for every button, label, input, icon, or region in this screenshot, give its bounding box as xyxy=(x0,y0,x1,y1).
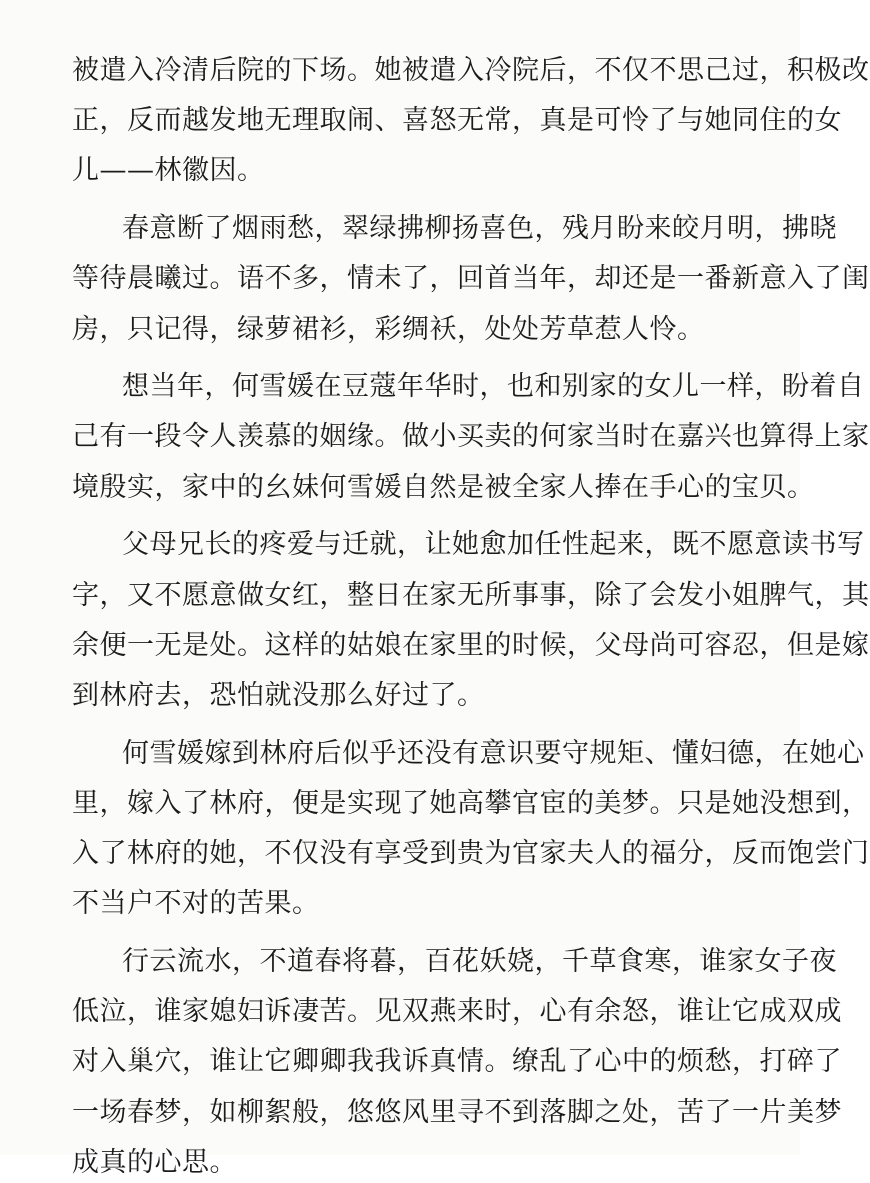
text-line: 低泣，谁家媳妇诉凄苦。见双燕来时，心有余怒，谁让它成双成 xyxy=(72,996,842,1027)
text-line: 春意断了烟雨愁，翠绿拂柳扬喜色，残月盼来皎月明，拂晓 xyxy=(122,213,837,244)
text-line: 等待晨曦过。语不多，情未了，回首当年，却还是一番新意入了闺 xyxy=(72,263,870,294)
text-line: 成真的心思。 xyxy=(72,1147,237,1178)
text-line: 想当年，何雪媛在豆蔻年华时，也和别家的女儿一样，盼着自 xyxy=(122,371,865,402)
text-line: 何雪媛嫁到林府后似乎还没有意识要守规矩、懂妇德，在她心 xyxy=(122,738,865,769)
text-line: 对入巢穴，谁让它卿卿我我诉真情。缭乱了心中的烦愁，打碎了 xyxy=(72,1046,842,1077)
text-line: 正，反而越发地无理取闹、喜怒无常，真是可怜了与她同住的女 xyxy=(72,105,842,136)
text-line: 字，又不愿意做女红，整日在家无所事事，除了会发小姐脾气，其 xyxy=(72,580,870,611)
text-line: 不当户不对的苦果。 xyxy=(72,888,320,919)
text-line: 到林府去，恐怕就没那么好过了。 xyxy=(72,680,485,711)
text-line: 入了林府的她，不仅没有享受到贵为官家夫人的福分，反而饱尝门 xyxy=(72,838,870,869)
text-line: 里，嫁入了林府，便是实现了她高攀官宦的美梦。只是她没想到， xyxy=(72,788,870,819)
text-line: 境殷实，家中的幺妹何雪媛自然是被全家人捧在手心的宝贝。 xyxy=(72,472,815,503)
text-line: 余便一无是处。这样的姑娘在家里的时候，父母尚可容忍，但是嫁 xyxy=(72,630,870,661)
text-line: 房，只记得，绿萝裙衫，彩绸袄，处处芳草惹人怜。 xyxy=(72,314,705,345)
text-line: 儿——林徽因。 xyxy=(72,155,265,186)
text-line: 行云流水，不道春将暮，百花妖娆，千草食寒，谁家女子夜 xyxy=(122,946,837,977)
text-line: 己有一段令人羡慕的姻缘。做小买卖的何家当时在嘉兴也算得上家 xyxy=(72,421,870,452)
text-line: 父母兄长的疼爱与迁就，让她愈加任性起来，既不愿意读书写 xyxy=(122,529,865,560)
text-line: 被遣入冷清后院的下场。她被遣入冷院后，不仅不思己过，积极改 xyxy=(72,55,870,86)
text-line: 一场春梦，如柳絮般，悠悠风里寻不到落脚之处，苦了一片美梦 xyxy=(72,1097,842,1128)
